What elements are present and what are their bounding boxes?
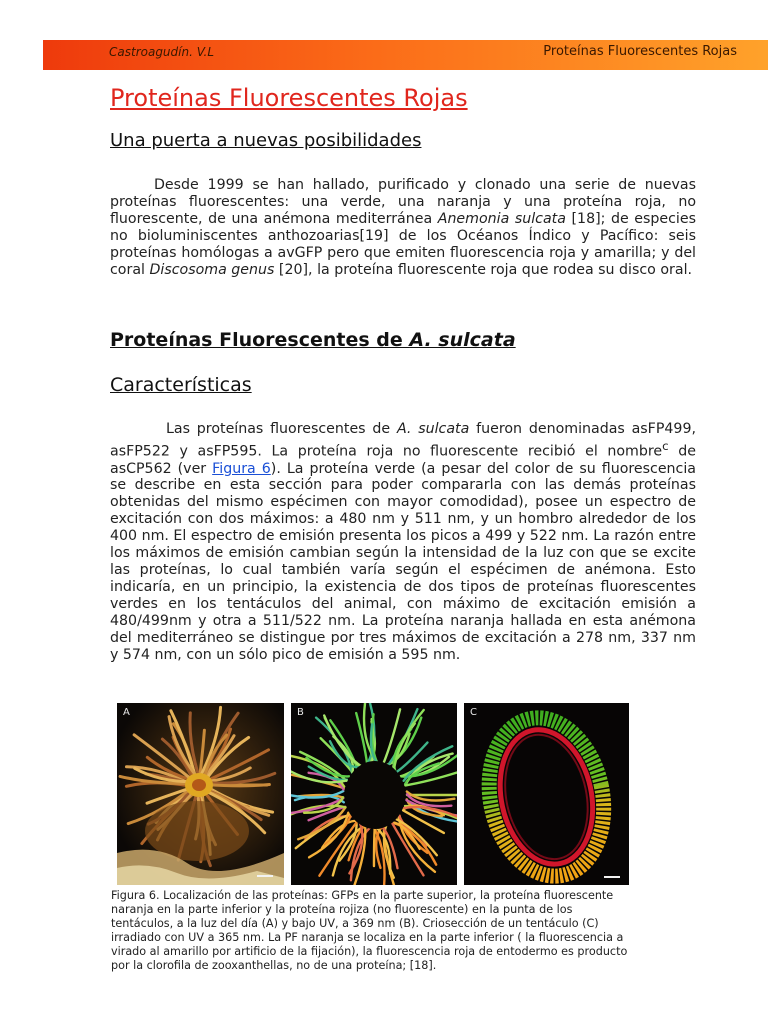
panel-letter: A [123,707,130,718]
body-superscript: c [662,438,669,453]
page-title: Proteínas Fluorescentes Rojas [110,84,468,112]
panel-letter: C [470,707,477,718]
page-header-band [43,40,768,70]
tentacle-stroke [374,827,375,866]
figure-6-link[interactable]: Figura 6 [212,460,271,477]
body-text-2: fueron denominadas asFP499, asFP522 y asFP595. La proteína roja no fluorescente recibió el nombre [110,421,696,460]
body-paragraph [110,421,696,663]
subsection-heading: Características [110,374,252,396]
intro-paragraph [110,177,696,278]
intro-text-3: [20], la proteína fluorescente roja que rodea su disco oral. [274,261,693,278]
scale-bar [257,875,273,877]
body-text-1: Las proteínas fluorescentes de [166,421,397,437]
figure-panel-b [291,703,457,885]
scale-bar [604,876,620,878]
intro-genus: Discosoma genus [149,261,275,278]
body-text-4: ). La proteína verde (a pesar del color de su fluorescencia se describe en esta sección para poder compararla con las demás proteínas obtenidas del mismo espécimen con mayor comodidad), posee un espectro de excitación con dos máximos: a 480 nm y 511 nm, y un hombro alrededor de los 400 nm. El espectro de emisión presenta los picos a 499 y 522 nm. La razón entre los máximos de emisión cambian según la intensidad de la luz con que se excite las proteínas, lo cual también varía según el espécimen de anémona. Esto indicaría, en un principio, la existencia de dos tipos de proteínas fluorescentes verdes en los tentáculos del animal, con máximo de excitación emisión a 480/499nm y otra a 511/522 nm. La proteína naranja hallada en esta anémona del mediterráneo se distingue por tres máximos de excitación a 278 nm, 337 nm y 574 nm, con un sólo pico de emisión a 595 nm. [110,460,696,663]
figure-caption: Figura 6. Localización de las proteínas: GFPs en la parte superior, la proteína fluorescente naranja en la parte inferior y la proteína rojiza (no fluorescente) en la punta de los tentáculos, a la luz del día (A) y bajo UV, a 369 nm (B). Criosección de un tentáculo (C) irradiado con UV a 365 nm. La PF naranja se localiza en la parte inferior ( la fluorescencia a virado al amarillo por artificio de la fijación), la fluorescencia roja de entodermo es producto por la clorofila de zooxanthellas, no de una proteína; [18]. [111,889,628,973]
figure-panel-c [464,703,629,885]
section-heading-species: A. sulcata [409,329,516,351]
header-author: Castroagudín. V.L [109,45,215,59]
tentacle-cryosection-photo [464,703,629,885]
section-heading [110,329,516,351]
page-subtitle: Una puerta a nuevas posibilidades [110,130,422,151]
intro-text-2: [18]; de especies no bioluminiscentes anthozoarias[19] de los Océanos Índico y Pacífico: seis proteínas homólogas a avGFP pero que emiten fluorescencia roja y amarilla; y del coral [110,210,696,278]
panel-letter: B [297,707,304,718]
intro-text-1: Desde 1999 se han hallado, purificado y clonado una serie de nuevas proteínas fluorescentes: una verde, una naranja y una proteína roja, no fluorescente, de una anémona mediterránea [110,177,696,227]
intro-species: Anemonia sulcata [437,210,566,227]
body-species: A. sulcata [396,421,470,437]
anemone-uv-photo [291,703,457,885]
header-running-title: Proteínas Fluorescentes Rojas [543,44,737,59]
section-heading-prefix: Proteínas Fluorescentes de [110,329,410,351]
figure-panel-a [117,703,284,885]
tentacle-stroke [207,784,269,785]
anemone-daylight-photo [117,703,284,885]
body-text-3: de asCP562 (ver [110,443,696,477]
